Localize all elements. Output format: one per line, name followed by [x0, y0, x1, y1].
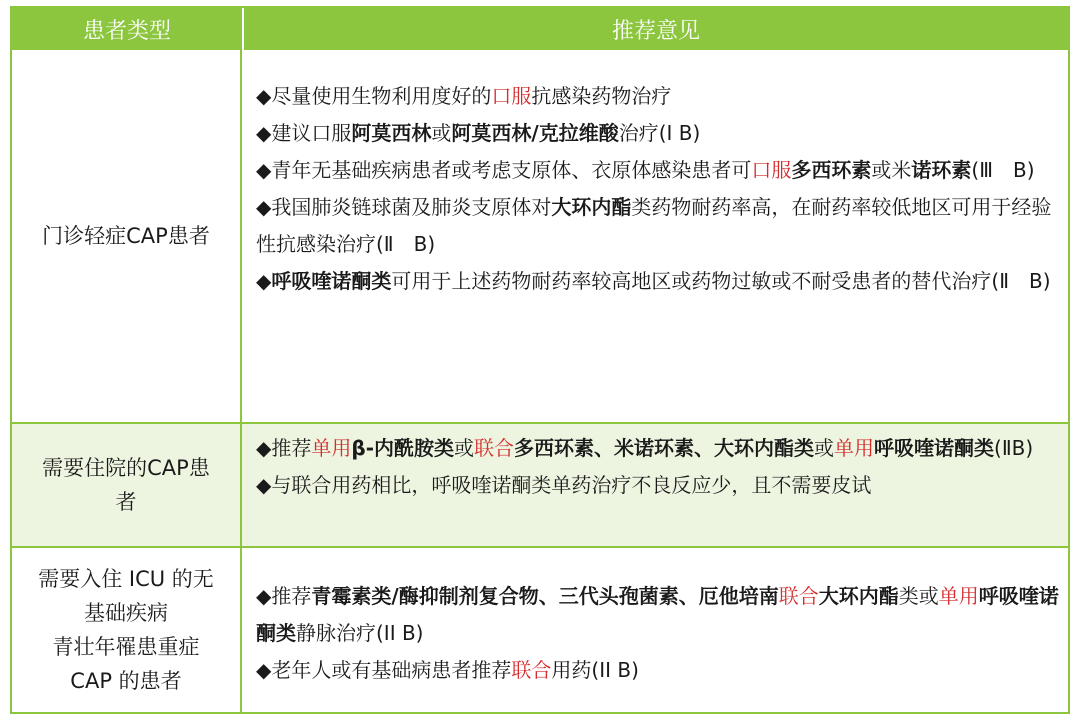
emphasis-bold-text: 诺环素 — [911, 158, 972, 182]
recommendation-text: (Ⅲ B) — [971, 158, 1035, 182]
recommendation-text: ◆老年人或有基础病患者推荐 — [256, 658, 512, 682]
patient-type-cell — [12, 50, 242, 422]
emphasis-red-text: 口服 — [491, 84, 532, 108]
recommendation-text: 治疗(I B) — [618, 121, 701, 145]
patient-type-line: 基础疾病 — [83, 601, 168, 625]
recommendation-text: ◆我国肺炎链球菌及肺炎支原体对 — [256, 195, 552, 219]
recommendation-cell — [242, 548, 1068, 712]
emphasis-red-text: 联合 — [474, 436, 515, 460]
emphasis-red-text: 联合 — [511, 658, 552, 682]
recommendation-item — [256, 578, 1060, 652]
emphasis-bold-text: 青霉素类/酶抑制剂复合物、三代头孢菌素、厄他培南 — [311, 584, 779, 608]
emphasis-bold-text: 阿莫西林 — [351, 121, 432, 145]
recommendation-text: 类药物耐药率高，在耐药率较低地区可用于经验性抗感染治疗(Ⅱ B) — [256, 195, 1052, 256]
header-recommendation: 推荐意见 — [611, 18, 700, 44]
recommendation-text: ◆推荐 — [256, 584, 312, 608]
recommendation-text: ◆推荐 — [256, 436, 312, 460]
recommendation-cell — [242, 50, 1068, 422]
recommendation-item — [256, 430, 1060, 467]
recommendation-text: ◆与联合用药相比，呼吸喹诺酮类单药治疗不良反应少，且不需要皮试 — [256, 473, 872, 497]
emphasis-red-text: 单用 — [938, 584, 979, 608]
recommendation-text: 或 — [814, 436, 835, 460]
emphasis-bold-text: 呼吸喹诺酮类 — [271, 269, 392, 293]
emphasis-red-text: 单用 — [834, 436, 875, 460]
recommendation-text: ◆尽量使用生物利用度好的 — [256, 84, 492, 108]
recommendation-item — [256, 652, 1060, 689]
table-row — [12, 50, 1068, 424]
emphasis-bold-text: 多西环素 — [791, 158, 872, 182]
recommendation-text: 抗感染药物治疗 — [531, 84, 672, 108]
recommendation-text: 静脉治疗(II B) — [296, 621, 424, 645]
emphasis-red-text: 单用 — [311, 436, 352, 460]
recommendation-text: 用药(II B) — [551, 658, 639, 682]
recommendation-text: ◆青年无基础疾病患者或考虑支原体、衣原体感染患者可 — [256, 158, 752, 182]
patient-type-text — [38, 562, 214, 698]
patient-type-cell — [12, 424, 242, 546]
table-row — [12, 548, 1068, 712]
recommendation-item — [256, 115, 1060, 152]
emphasis-bold-text: 多西环素、米诺环素、大环内酯类 — [514, 436, 815, 460]
table-header — [12, 8, 1068, 50]
patient-type-line: 门诊轻症CAP患者 — [42, 224, 210, 248]
header-patient-type: 患者类型 — [12, 8, 244, 50]
recommendation-item — [256, 78, 1060, 115]
emphasis-red-text: 口服 — [751, 158, 792, 182]
patient-type-line: CAP 的患者 — [70, 669, 182, 693]
emphasis-bold-text: 呼吸喹诺酮类 — [874, 436, 995, 460]
recommendation-item — [256, 152, 1060, 189]
patient-type-line: 需要住院的CAP患 — [42, 456, 210, 480]
recommendation-text: 可用于上述药物耐药率较高地区或药物过敏或不耐受患者的替代治疗(Ⅱ B) — [391, 269, 1051, 293]
emphasis-bold-text: 呼吸喹诺酮类 — [256, 584, 1059, 645]
recommendation-text: ◆建议口服 — [256, 121, 352, 145]
patient-type-line: 青壮年罹患重症 — [52, 635, 200, 659]
emphasis-bold-text: β-内酰胺类 — [351, 436, 455, 460]
patient-type-text — [42, 451, 210, 519]
emphasis-bold-text: 大环内酯 — [551, 195, 632, 219]
patient-type-line: 需要入住 ICU 的无 — [38, 567, 214, 591]
recommendation-cell — [242, 424, 1068, 546]
emphasis-bold-text: 阿莫西林/克拉维酸 — [451, 121, 619, 145]
recommendation-item — [256, 189, 1060, 263]
recommendation-text: ◆ — [256, 269, 272, 293]
recommendation-text: (ⅡB) — [994, 436, 1034, 460]
recommendation-text: 类或 — [898, 584, 939, 608]
recommendation-item — [256, 263, 1060, 300]
recommendation-table — [10, 6, 1070, 714]
recommendation-text: 或 — [431, 121, 452, 145]
table-row — [12, 424, 1068, 548]
emphasis-red-text: 联合 — [778, 584, 819, 608]
recommendation-text: 或 — [454, 436, 475, 460]
recommendation-item — [256, 467, 1060, 504]
patient-type-text — [42, 219, 210, 253]
patient-type-line: 者 — [115, 490, 137, 514]
recommendation-text: 或米 — [871, 158, 912, 182]
patient-type-cell — [12, 548, 242, 712]
emphasis-bold-text: 大环内酯 — [818, 584, 899, 608]
